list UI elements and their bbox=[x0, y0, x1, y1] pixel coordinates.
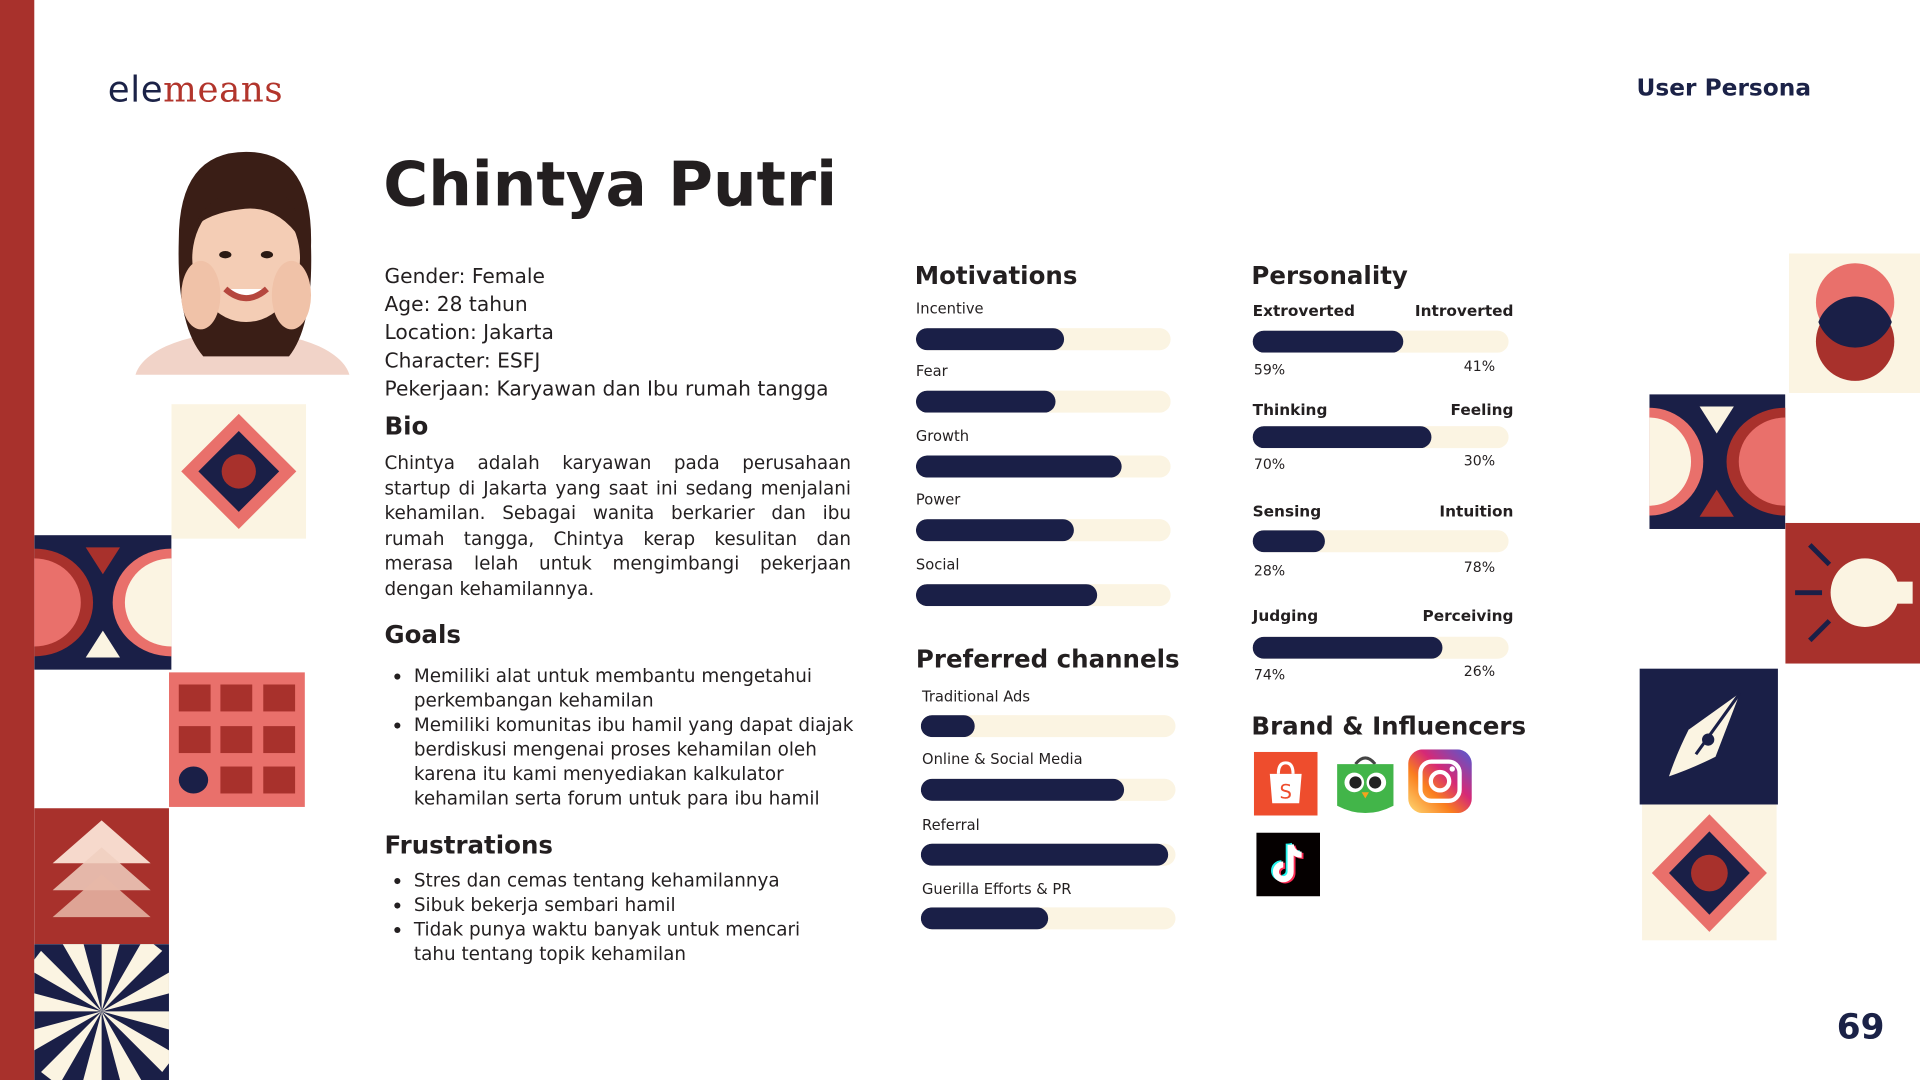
tiktok-icon bbox=[1256, 833, 1320, 897]
motivations-heading: Motivations bbox=[914, 260, 1078, 291]
channel-bar bbox=[921, 844, 1176, 866]
personality-bar-fill bbox=[1253, 530, 1325, 552]
motivation-bar bbox=[916, 519, 1171, 541]
channel-bar bbox=[921, 907, 1176, 929]
channel-label: Traditional Ads bbox=[922, 688, 1031, 706]
channel-bar bbox=[921, 715, 1176, 737]
diamond-tile-right bbox=[1642, 804, 1777, 940]
motivation-bar bbox=[916, 584, 1171, 606]
channel-bar-fill bbox=[921, 779, 1125, 801]
info-character: Character: ESFJ bbox=[384, 348, 541, 373]
channel-bar-fill bbox=[921, 715, 974, 737]
tokopedia-icon bbox=[1333, 752, 1397, 816]
hourglass-tile-right bbox=[1649, 394, 1785, 529]
bio-text: Chintya adalah karyawan pada perusahaan startup di Jakarta yang saat ini sedang menjalani kehamilan. Sebagai wanita berkarier dan ibu rumah tangga, Chintya kerap kesulitan dan merasa lelah untuk mengimbangi pekerjaan dengan kehamilannya. bbox=[384, 451, 852, 600]
frustration-item: • Tidak punya waktu banyak untuk mencari tahu tentang topik kehamilan bbox=[414, 917, 818, 966]
channels-heading: Preferred channels bbox=[915, 644, 1180, 674]
motivation-bar bbox=[916, 328, 1171, 350]
motivation-bar-fill bbox=[916, 328, 1064, 350]
diamond-tile bbox=[171, 404, 306, 539]
personality-left-label: Sensing bbox=[1252, 502, 1322, 521]
motivation-label: Social bbox=[915, 555, 960, 574]
personality-right-pct: 41% bbox=[1463, 357, 1496, 375]
elemeans-logo bbox=[108, 69, 283, 111]
pen-nib-tile bbox=[1640, 669, 1778, 805]
instagram-icon bbox=[1408, 749, 1472, 813]
personality-left-pct: 70% bbox=[1253, 455, 1286, 473]
personality-bar bbox=[1253, 331, 1509, 353]
channel-bar bbox=[921, 779, 1176, 801]
motivation-bar bbox=[916, 456, 1171, 478]
sun-tile bbox=[1785, 523, 1920, 664]
channel-bar-fill bbox=[921, 907, 1048, 929]
personality-right-pct: 30% bbox=[1463, 451, 1496, 469]
logo-text-ele: ele bbox=[107, 68, 164, 111]
channel-label: Guerilla Efforts & PR bbox=[922, 880, 1072, 898]
slide-title: User Persona bbox=[1636, 74, 1812, 102]
personality-bar-fill bbox=[1253, 637, 1442, 659]
personality-right-label: Introverted bbox=[1414, 301, 1514, 320]
personality-bar-fill bbox=[1253, 426, 1432, 448]
personality-bar bbox=[1253, 530, 1509, 552]
frustration-item: • Sibuk bekerja sembari hamil bbox=[414, 893, 818, 917]
motivation-label: Fear bbox=[915, 362, 948, 380]
channel-label: Referral bbox=[922, 816, 980, 834]
personality-right-label: Feeling bbox=[1450, 400, 1514, 419]
goals-heading: Goals bbox=[384, 619, 461, 649]
personality-right-label: Perceiving bbox=[1422, 606, 1514, 625]
personality-bar bbox=[1253, 637, 1509, 659]
motivation-label: Power bbox=[915, 491, 961, 509]
persona-info bbox=[384, 262, 828, 403]
personality-right-pct: 78% bbox=[1463, 558, 1496, 576]
channel-bar-fill bbox=[921, 844, 1168, 866]
motivation-bar-fill bbox=[916, 391, 1056, 413]
frustrations-heading: Frustrations bbox=[384, 830, 553, 860]
shopee-icon bbox=[1254, 752, 1318, 816]
sunburst-tile bbox=[34, 944, 169, 1080]
motivation-label: Incentive bbox=[915, 300, 984, 318]
personality-bar bbox=[1253, 426, 1509, 448]
personality-right-pct: 26% bbox=[1463, 662, 1496, 680]
goal-item: • Memiliki komunitas ibu hamil yang dapat diajak berdiskusi mengenai proses kehamilan oleh karena itu kami menyediakan kalkulator kehamilan serta forum untuk para ibu hamil bbox=[414, 713, 861, 811]
motivation-label: Growth bbox=[915, 427, 970, 445]
personality-left-pct: 28% bbox=[1253, 562, 1286, 580]
info-gender: Gender: Female bbox=[384, 264, 545, 288]
personality-bar-fill bbox=[1253, 331, 1404, 353]
personality-left-label: Extroverted bbox=[1252, 301, 1355, 320]
personality-right-label: Intuition bbox=[1439, 502, 1514, 521]
personality-left-pct: 74% bbox=[1253, 666, 1286, 684]
personality-heading: Personality bbox=[1251, 260, 1408, 291]
goal-item: • Memiliki alat untuk membantu mengetahui perkembangan kehamilan bbox=[414, 664, 861, 713]
persona-name: Chintya Putri bbox=[383, 149, 838, 221]
motivation-bar-fill bbox=[916, 519, 1074, 541]
persona-photo bbox=[130, 142, 350, 375]
page-number: 69 bbox=[1836, 1006, 1885, 1047]
motivation-bar bbox=[916, 391, 1171, 413]
motivation-bar-fill bbox=[916, 584, 1097, 606]
info-age: Age: 28 tahun bbox=[384, 292, 528, 316]
brands-heading: Brand & Influencers bbox=[1251, 711, 1527, 741]
personality-left-label: Judging bbox=[1252, 606, 1319, 625]
channel-label: Online & Social Media bbox=[922, 750, 1083, 768]
personality-left-pct: 59% bbox=[1253, 361, 1286, 379]
triangles-tile bbox=[34, 808, 169, 944]
bio-heading: Bio bbox=[384, 411, 429, 441]
motivation-bar-fill bbox=[916, 456, 1122, 478]
logo-text-means: means bbox=[163, 68, 284, 111]
hourglass-tile bbox=[34, 535, 171, 670]
left-red-stripe bbox=[0, 0, 34, 1080]
frustration-item: • Stres dan cemas tentang kehamilannya bbox=[414, 868, 818, 892]
frustrations-list bbox=[414, 868, 818, 966]
grid-tile bbox=[169, 672, 305, 807]
goals-list bbox=[414, 664, 861, 811]
svg-text:S: S bbox=[1279, 780, 1292, 804]
info-location: Location: Jakarta bbox=[384, 320, 554, 345]
circles-tile bbox=[1789, 253, 1920, 393]
info-job: Pekerjaan: Karyawan dan Ibu rumah tangga bbox=[384, 377, 829, 401]
personality-left-label: Thinking bbox=[1252, 400, 1328, 419]
